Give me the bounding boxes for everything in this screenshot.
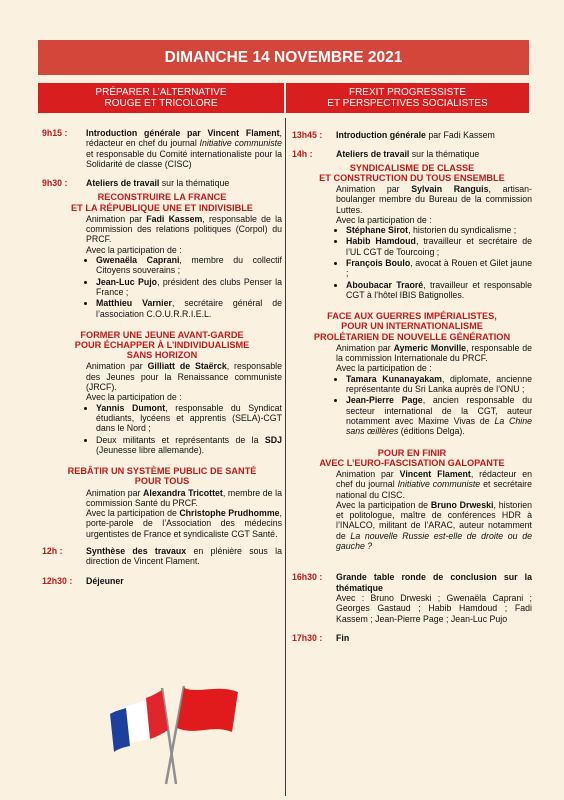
- text: , travailleur et secrétaire de l’UL CGT de Tourcoing ;: [346, 236, 532, 257]
- list-item: [96, 277, 282, 298]
- participants-label: Avec la participation de :: [86, 392, 182, 403]
- workshop-title-line: POUR TOUS: [134, 476, 190, 487]
- person-name: Christophe Prudhomme: [179, 508, 280, 519]
- list-item: [346, 258, 532, 279]
- item-title: Fin: [336, 632, 350, 643]
- workshop-title: [292, 448, 532, 468]
- item-title: Ateliers de travail: [336, 149, 410, 160]
- text: , porte-parole de l’Association des médecins urgentistes de France et syndicaliste CGT Santé.: [86, 508, 282, 539]
- schedule-item: [292, 130, 532, 140]
- person-name: Habib Hamdoud: [346, 236, 416, 247]
- text: , historien et politologue, maître de conférences HDR à l’INALCO, militant de l’ARAC, auteur notamment de: [336, 499, 532, 541]
- workshop-body: [292, 184, 532, 300]
- workshop-moderator: [86, 488, 282, 509]
- item-description: [86, 546, 282, 567]
- item-title: Introduction générale: [336, 130, 426, 140]
- time-label: 13h45 :: [292, 130, 323, 140]
- person-name: Sylvain Ranguis: [411, 184, 489, 194]
- workshop-title-line: REBÂTIR UN SYSTÈME PUBLIC DE SANTÉ: [67, 466, 257, 477]
- item-title: Ateliers de travail: [86, 178, 160, 189]
- text: (Jeunesse libre allemande).: [96, 444, 205, 455]
- text: Deux militants et représentants de la: [96, 434, 265, 445]
- organization-name: SDJ: [264, 434, 282, 445]
- item-description: [86, 178, 282, 188]
- person-name: Aboubacar Traoré: [346, 279, 424, 290]
- workshop-title-line: RECONSTRUIRE LA FRANCE: [97, 192, 227, 203]
- workshop-title: [42, 192, 282, 212]
- text: , responsable de la commission Internationale du PRCF.: [336, 342, 532, 364]
- item-title: Introduction générale par Vincent Flament: [86, 128, 280, 138]
- text: Avec la participation de: [336, 499, 431, 510]
- item-description: [336, 633, 532, 643]
- workshop-title: [42, 466, 282, 486]
- workshop-moderator: [86, 361, 282, 392]
- list-item: [96, 255, 282, 276]
- list-item: [346, 225, 532, 235]
- item-text: et responsable du Comité internationaliste pour la Solidarité de classe (CISC): [86, 148, 282, 169]
- text: , secrétaire général de l’association C.O.U.R.R.I.E.L.: [96, 298, 282, 319]
- workshop-participants: [86, 508, 282, 539]
- text: , ancien responsable du secteur international de la CGT, auteur notamment avec Maxime Vivas de: [346, 395, 532, 426]
- schedule-item: [42, 546, 282, 567]
- column-header-line: ROUGE ET TRICOLORE: [104, 98, 218, 109]
- text: Animation par: [86, 361, 148, 372]
- workshop-title-line: PROLÉTARIEN DE NOUVELLE GÉNÉRATION: [313, 331, 511, 342]
- item-description: [336, 149, 532, 159]
- text: , rédacteur en chef du journal: [336, 468, 532, 490]
- text: , diplomate, ancienne représentante du Sri Lanka auprès de l’ONU ;: [346, 373, 532, 395]
- text: Animation par: [336, 184, 412, 194]
- schedule-item: [292, 633, 532, 643]
- text: , président des clubs Penser la France ;: [96, 276, 283, 297]
- text: Animation par: [86, 487, 144, 498]
- text: , membre de la commission Santé du PRCF.: [86, 487, 282, 508]
- item-text: sur la thématique: [409, 149, 480, 160]
- list-item: [346, 374, 532, 395]
- list-item: [346, 236, 532, 257]
- item-title: Grande table ronde de conclusion sur la thématique: [336, 572, 532, 593]
- participants-list: [332, 374, 532, 437]
- list-item: [346, 395, 532, 436]
- workshop-title-line: AVEC L’EURO-FASCISATION GALOPANTE: [319, 457, 505, 468]
- workshop-title-line: ET CONSTRUCTION DU TOUS ENSEMBLE: [319, 172, 505, 183]
- text: (éditions Delga).: [398, 426, 465, 437]
- participants-label: Avec la participation de :: [336, 214, 432, 225]
- participants-label: Avec la participation de :: [86, 244, 182, 255]
- workshop-title-line: POUR EN FINIR: [377, 447, 447, 458]
- page-title: DIMANCHE 14 NOVEMBRE 2021: [38, 40, 529, 75]
- text: Animation par: [86, 213, 147, 224]
- person-name: Vincent Flament: [399, 468, 471, 479]
- schedule-item: [292, 149, 532, 159]
- time-label: 12h30 :: [42, 575, 73, 586]
- workshop-title-line: FACE AUX GUERRES IMPÉRIALISTES,: [327, 311, 497, 322]
- schedule-item: [292, 572, 532, 623]
- workshop-title: [292, 163, 532, 183]
- person-name: Alexandra Tricottet: [143, 487, 223, 498]
- workshop-participants: [336, 500, 532, 551]
- item-text: Avec : Bruno Drweski ; Gwenaëla Caprani ; Georges Gastaud ; Habib Hamdoud ; Fadi Kassem ; Jean-Pierre Page ; Jean-Luc Pujo: [336, 592, 532, 624]
- text: , artisan-boulanger membre du Bureau de la commission Luttes.: [336, 184, 532, 215]
- person-name: Fadi Kassem: [146, 213, 203, 224]
- workshop-title-line: SANS HORIZON: [126, 350, 198, 361]
- text: Animation par: [336, 342, 394, 353]
- book-title: La nouvelle Russie est-elle de droite ou de gauche ?: [336, 530, 532, 552]
- text: , historien du syndicalisme ;: [408, 225, 517, 236]
- workshop-title-line: POUR ÉCHAPPER À L’INDIVIDUALISME: [74, 340, 250, 351]
- text: Avec la participation de: [86, 508, 180, 519]
- journal-title: Initiative communiste: [397, 479, 481, 490]
- time-label: 9h30 :: [42, 178, 68, 189]
- time-label: 9h15 :: [42, 128, 68, 138]
- book-title: La Chine sans œillères: [346, 415, 532, 437]
- participants-list: [82, 403, 282, 455]
- list-item: [96, 298, 282, 319]
- item-description: [86, 128, 282, 169]
- time-label: 17h30 :: [292, 632, 323, 643]
- workshop-body: [292, 469, 532, 551]
- workshop-body: [292, 343, 532, 437]
- item-title: Déjeuner: [86, 575, 124, 586]
- schedule-item: [42, 128, 282, 169]
- person-name: Stéphane Sirot: [346, 225, 409, 236]
- column-header-line: PRÉPARER L’ALTERNATIVE: [95, 86, 227, 98]
- text: , travailleur et responsable CGT à l’hôtel IBIS Batignolles.: [346, 279, 532, 300]
- workshop-body: [42, 214, 282, 319]
- time-label: 16h30 :: [292, 572, 323, 583]
- workshop-title-line: SYNDICALISME DE CLASSE: [349, 162, 475, 173]
- workshop-moderator: [336, 184, 532, 215]
- item-description: [86, 576, 282, 586]
- right-column: [292, 130, 532, 652]
- list-item: [96, 403, 282, 434]
- participants-list: [332, 225, 532, 300]
- schedule-item: [42, 576, 282, 586]
- person-name: François Boulo: [346, 258, 411, 269]
- person-name: Jean-Luc Pujo: [96, 276, 158, 287]
- person-name: Tamara Kunanayakam: [346, 373, 442, 384]
- item-text: par Fadi Kassem: [425, 130, 495, 140]
- item-text: en plénière sous la direction de Vincent Flament.: [86, 546, 282, 567]
- workshop-title-line: FORMER UNE JEUNE AVANT-GARDE: [80, 329, 244, 340]
- workshop-body: [42, 361, 282, 455]
- left-column: [42, 128, 282, 595]
- column-header-line: ET PERSPECTIVES SOCIALISTES: [327, 98, 488, 109]
- schedule-item: [42, 178, 282, 188]
- crossed-flags-icon: [104, 680, 244, 790]
- item-description: [336, 130, 532, 140]
- person-name: Jean-Pierre Page: [346, 395, 423, 406]
- column-header-line: FREXIT PROGRESSISTE: [348, 86, 467, 98]
- person-name: Gilliatt de Staërck: [147, 361, 227, 372]
- column-header-right: [286, 83, 529, 113]
- workshop-title-line: POUR UN INTERNATIONALISME: [341, 321, 483, 332]
- column-divider: [285, 118, 286, 796]
- workshop-title: [42, 330, 282, 361]
- person-name: Yannis Dumont: [96, 402, 166, 413]
- item-text: sur la thématique: [159, 178, 230, 189]
- workshop-title-line: ET LA RÉPUBLIQUE UNE ET INDIVISIBLE: [71, 202, 253, 213]
- text: , responsable du Syndicat étudiants, lycéens et apprentis (SELA)-CGT dans le Nord ;: [96, 402, 282, 434]
- item-text: , rédacteur en chef du journal: [86, 128, 282, 149]
- time-label: 14h :: [292, 149, 313, 160]
- workshop-title: [292, 311, 532, 342]
- participants-label: Avec la participation de :: [336, 363, 432, 374]
- workshop-moderator: [336, 343, 532, 364]
- workshop-body: [42, 488, 282, 539]
- person-name: Matthieu Varnier: [96, 298, 172, 309]
- journal-title: Initiative communiste: [199, 138, 282, 149]
- text: , responsable de la commission des relations politiques (Corpol) du PRCF.: [86, 213, 282, 245]
- text: , avocat à Rouen et Gilet jaune ;: [346, 258, 532, 279]
- item-description: [336, 572, 532, 623]
- text: , membre du collectif Citoyens souverains ;: [96, 255, 282, 276]
- red-flag-icon: [166, 686, 238, 784]
- text: et secrétaire national du CISC.: [336, 479, 532, 500]
- time-label: 12h :: [42, 546, 63, 557]
- text: Animation par: [336, 468, 400, 479]
- person-name: Bruno Drweski: [430, 499, 494, 510]
- person-name: Gwenaëla Caprani: [96, 255, 180, 266]
- text: , responsable des Jeunes pour la Renaissance communiste (JRCF).: [86, 361, 282, 393]
- participants-list: [82, 255, 282, 319]
- person-name: Aymeric Monville: [393, 342, 467, 353]
- workshop-moderator: [336, 469, 532, 500]
- column-header-left: [38, 83, 284, 113]
- french-flag-icon: [110, 688, 176, 784]
- workshop-moderator: [86, 214, 282, 245]
- item-title: Synthèse des travaux: [86, 546, 187, 557]
- list-item: [96, 435, 282, 456]
- list-item: [346, 280, 532, 301]
